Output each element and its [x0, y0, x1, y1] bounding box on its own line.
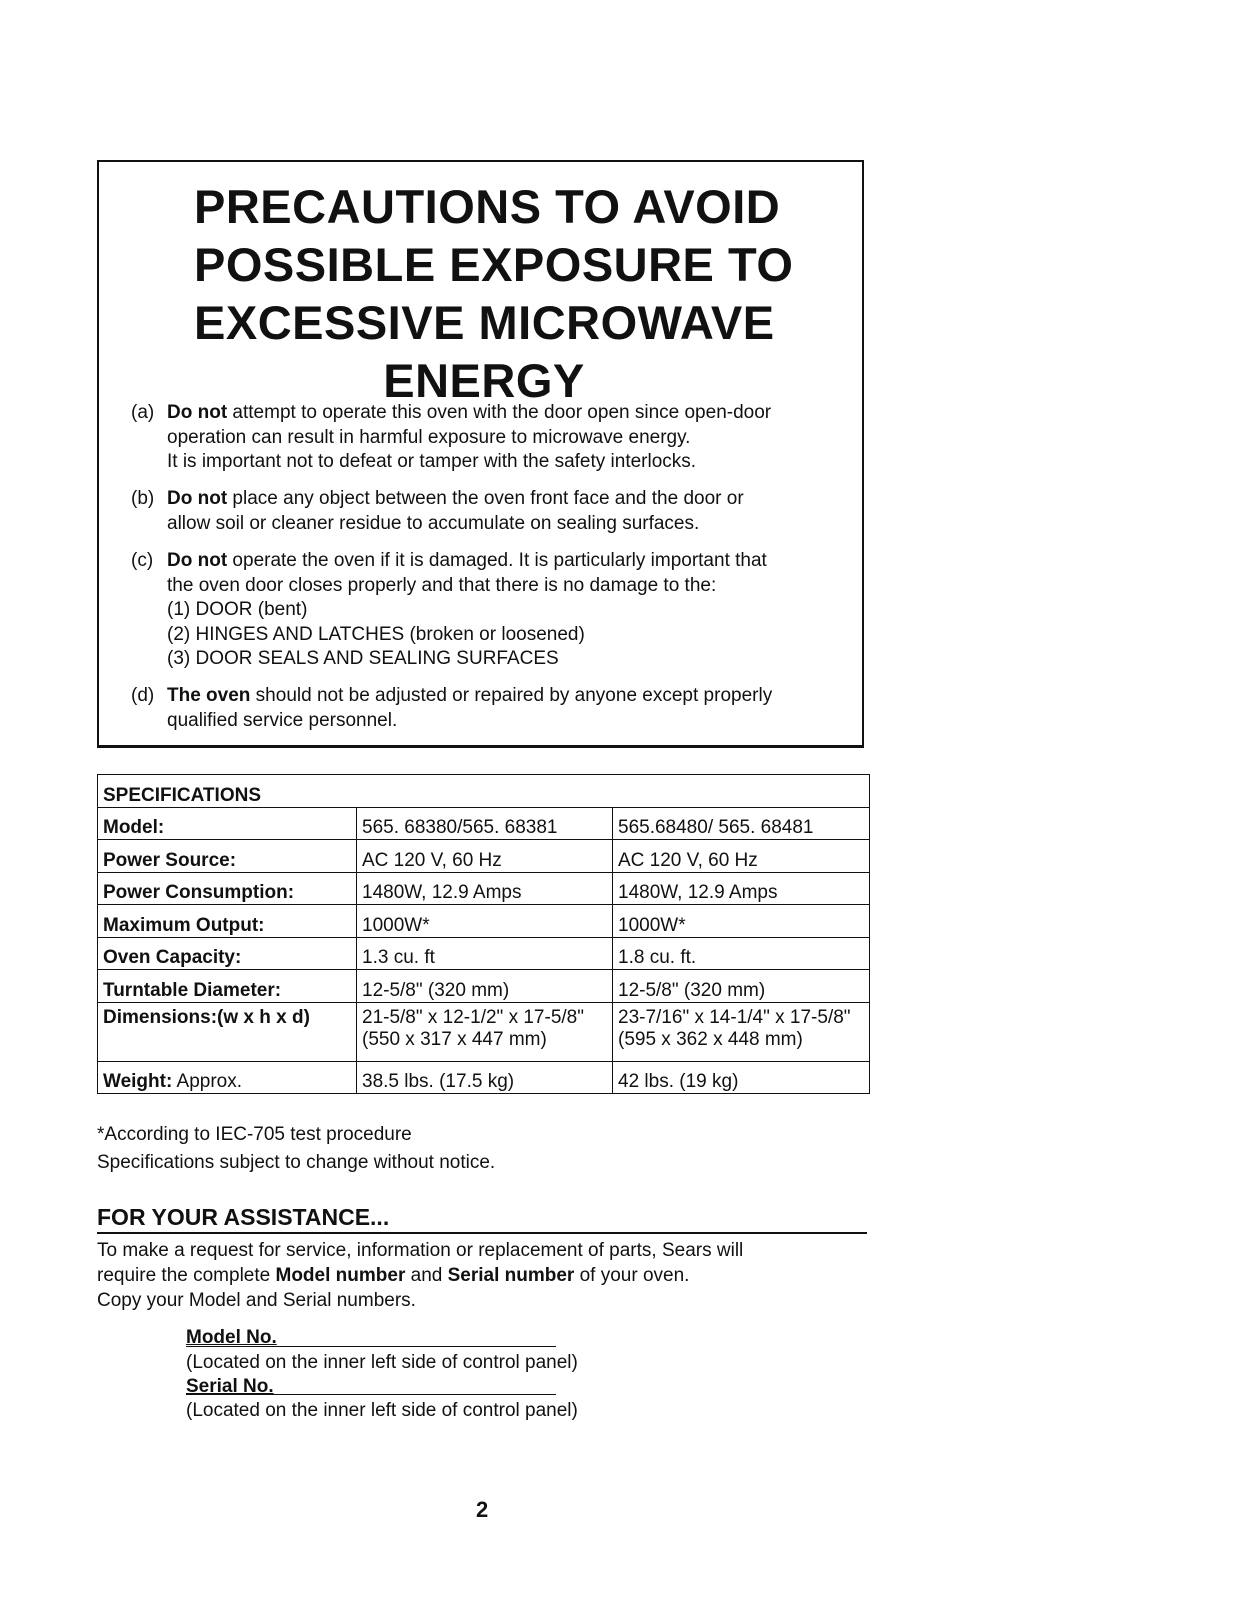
- weight-label: Weight:: [103, 1071, 173, 1092]
- assistance-line: To make a request for service, information or replacement of parts, Sears will: [97, 1240, 744, 1261]
- table-row: [98, 937, 870, 970]
- table-row: [98, 905, 870, 938]
- item-line: (3) DOOR SEALS AND SEALING SURFACES: [167, 648, 559, 669]
- spec-value: AC 120 V, 60 Hz: [613, 840, 870, 873]
- serial-number-label: Serial No.: [186, 1376, 274, 1397]
- item-line: allow soil or cleaner residue to accumulate on sealing surfaces.: [167, 512, 700, 534]
- model-number-blank[interactable]: [186, 1346, 556, 1347]
- spec-value: 1480W, 12.9 Amps: [357, 872, 613, 905]
- item-letter: (b): [131, 488, 155, 509]
- table-row: [98, 1061, 870, 1094]
- spec-label: Maximum Output:: [98, 905, 357, 938]
- item-line: (2) HINGES AND LATCHES (broken or loosened): [167, 623, 585, 645]
- spec-value: 1000W*: [613, 905, 870, 938]
- dimension-inches: 21-5/8" x 12-1/2" x 17-5/8": [362, 1006, 584, 1028]
- footnote: *According to IEC-705 test procedure: [97, 1124, 412, 1145]
- item-letter: (d): [131, 685, 155, 706]
- dimension-mm: (550 x 317 x 447 mm): [362, 1028, 547, 1050]
- item-line: should not be adjusted or repaired by anyone except properly: [250, 685, 773, 706]
- spec-value: [357, 1002, 613, 1061]
- spec-label: Dimensions:(w x h x d): [98, 1002, 357, 1061]
- item-line: (1) DOOR (bent): [167, 599, 308, 620]
- item-line: It is important not to defeat or tamper with the safety interlocks.: [167, 451, 697, 472]
- item-line: qualified service personnel.: [167, 709, 398, 731]
- model-number-emphasis: Model number: [275, 1265, 406, 1286]
- spec-label: Turntable Diameter:: [98, 970, 357, 1003]
- model-location-note: (Located on the inner left side of control panel): [186, 1352, 578, 1373]
- dimension-inches: 23-7/16" x 14-1/4" x 17-5/8": [618, 1006, 851, 1028]
- assistance-heading: FOR YOUR ASSISTANCE...: [97, 1203, 867, 1234]
- page-number: 2: [476, 1497, 489, 1522]
- serial-number-emphasis: Serial number: [447, 1265, 575, 1286]
- spec-disclaimer: Specifications subject to change without notice.: [97, 1152, 496, 1173]
- item-lead: The oven: [167, 685, 251, 706]
- spec-value: 1000W*: [357, 905, 613, 938]
- item-line: place any object between the oven front face and the door or: [227, 488, 744, 509]
- specifications-table: [97, 774, 870, 1094]
- weight-suffix: Approx.: [172, 1071, 243, 1092]
- table-header-row: [98, 775, 870, 808]
- spec-label: Oven Capacity:: [98, 937, 357, 970]
- item-line: operate the oven if it is damaged. It is particularly important that: [227, 550, 767, 571]
- spec-value: 12-5/8" (320 mm): [357, 970, 613, 1003]
- spec-label: Power Consumption:: [98, 872, 357, 905]
- spec-value: AC 120 V, 60 Hz: [357, 840, 613, 873]
- spec-label: Power Source:: [98, 840, 357, 873]
- item-body: [167, 684, 772, 733]
- spec-value: 1.8 cu. ft.: [613, 937, 870, 970]
- table-row: [98, 970, 870, 1003]
- item-lead: Do not: [167, 550, 228, 571]
- model-number-label: Model No.: [186, 1327, 277, 1348]
- spec-value: 1480W, 12.9 Amps: [613, 872, 870, 905]
- warning-title-line: EXCESSIVE MICROWAVE: [194, 296, 775, 349]
- item-body: [167, 549, 767, 672]
- table-row: [98, 807, 870, 840]
- specifications-heading: SPECIFICATIONS: [98, 775, 357, 808]
- item-lead: Do not: [167, 402, 228, 423]
- spec-value: 12-5/8" (320 mm): [613, 970, 870, 1003]
- item-body: [167, 487, 744, 536]
- spec-value: 38.5 lbs. (17.5 kg): [357, 1061, 613, 1094]
- serial-location-note: (Located on the inner left side of control panel): [186, 1400, 578, 1421]
- spec-value: 1.3 cu. ft: [357, 937, 613, 970]
- item-lead: Do not: [167, 488, 228, 509]
- assistance-line: Copy your Model and Serial numbers.: [97, 1290, 416, 1311]
- spec-value: 42 lbs. (19 kg): [613, 1061, 870, 1094]
- table-row: [98, 872, 870, 905]
- text-run: and: [405, 1265, 448, 1286]
- text-run: require the complete: [97, 1265, 276, 1286]
- item-letter: (c): [131, 550, 154, 571]
- warning-title-line: POSSIBLE EXPOSURE TO: [194, 238, 794, 291]
- table-row: [98, 1002, 870, 1061]
- warning-title-line: PRECAUTIONS TO AVOID: [194, 180, 781, 233]
- text-run: of your oven.: [574, 1265, 690, 1286]
- spec-value: 565. 68380/565. 68381: [357, 807, 613, 840]
- table-row: [98, 840, 870, 873]
- warning-title-line: ENERGY: [383, 354, 585, 407]
- item-letter: (a): [131, 402, 155, 423]
- warning-title: [194, 178, 834, 410]
- serial-number-blank[interactable]: [186, 1394, 556, 1395]
- spec-label: [98, 1061, 357, 1094]
- item-line: the oven door closes properly and that there is no damage to the:: [167, 574, 717, 596]
- spec-label: Model:: [98, 807, 357, 840]
- assistance-line: [97, 1264, 689, 1288]
- spec-value: [613, 1002, 870, 1061]
- item-body: [167, 401, 771, 475]
- spec-value: 565.68480/ 565. 68481: [613, 807, 870, 840]
- dimension-mm: (595 x 362 x 448 mm): [618, 1028, 803, 1050]
- item-line: attempt to operate this oven with the door open since open-door: [227, 402, 772, 423]
- item-line: operation can result in harmful exposure to microwave energy.: [167, 426, 691, 448]
